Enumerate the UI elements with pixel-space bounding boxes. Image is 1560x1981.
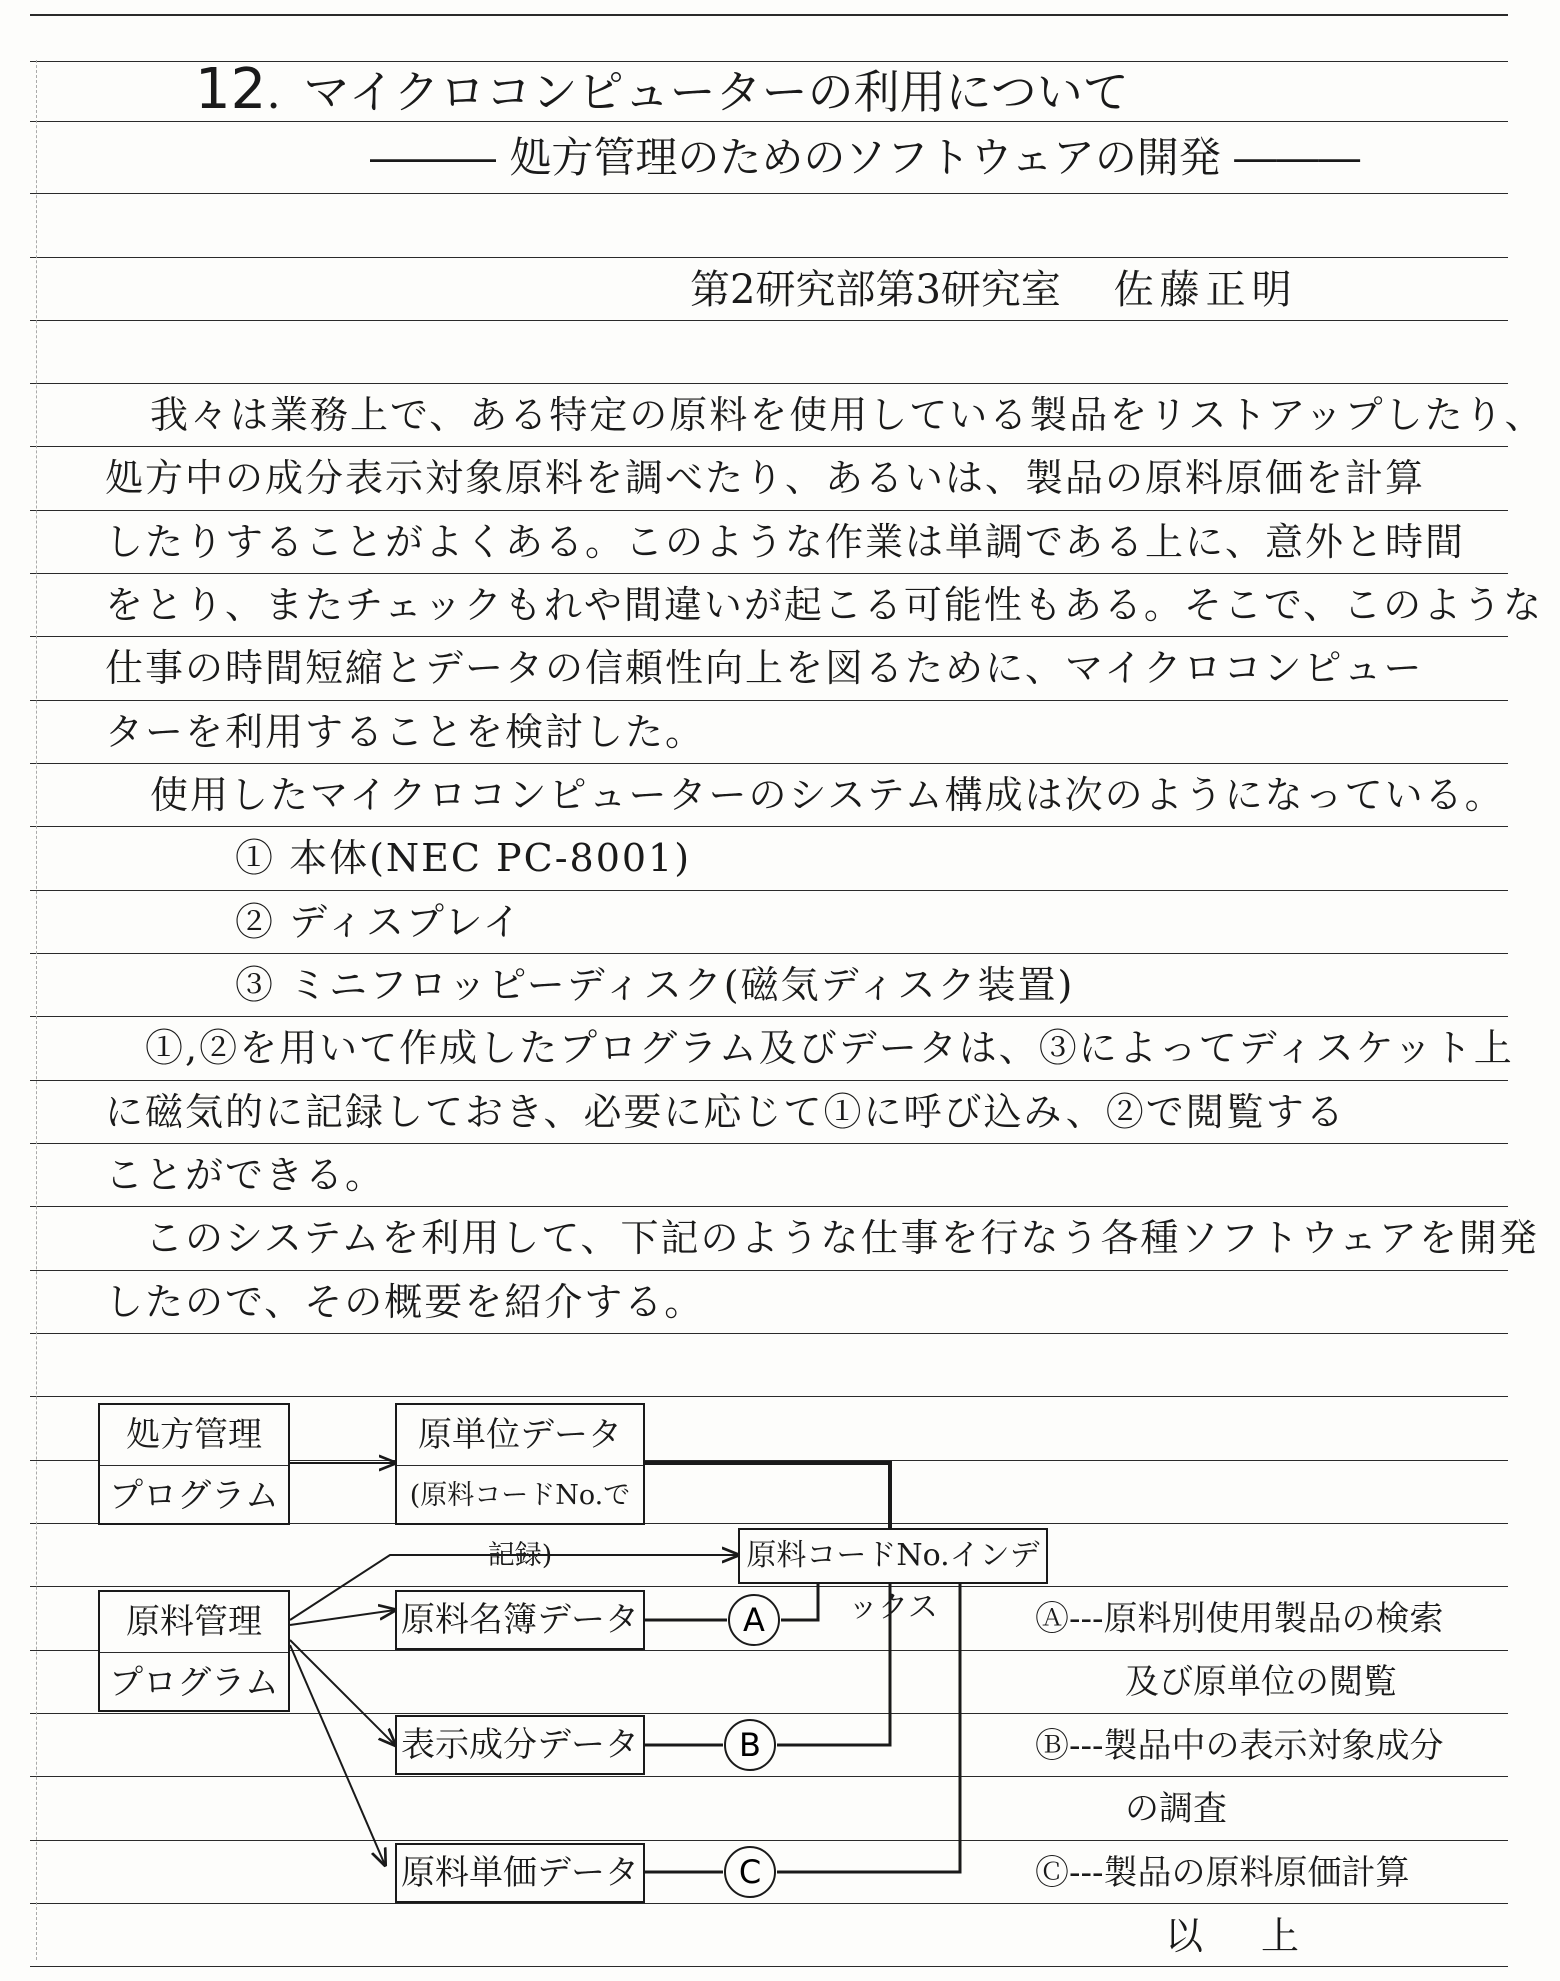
arrow-program2-to-registry <box>290 1610 395 1625</box>
link-a-to-index <box>781 1582 818 1620</box>
box-label: 原単位データ <box>418 1415 622 1455</box>
unit-data-box <box>395 1403 645 1571</box>
paragraph-line: をとり、またチェックもれや間違いが起こる可能性もある。そこで、このような <box>105 583 1544 627</box>
link-unit-data-to-index <box>645 1463 890 1528</box>
paragraph-line: 仕事の時間短縮とデータの信頼性向上を図るために、マイクロコンピュー <box>105 646 1424 690</box>
ingredient-program-box <box>98 1590 290 1712</box>
list-item: ② ディスプレイ <box>235 900 523 944</box>
marker-a <box>729 1595 779 1645</box>
marker-b-label: B <box>739 1726 761 1764</box>
box-label: プログラム <box>100 1652 288 1713</box>
legend-a-line1: Ⓐ---原料別使用製品の検索 <box>1035 1599 1444 1639</box>
box-label: 原料管理 <box>126 1602 262 1642</box>
prescription-program-box <box>98 1403 290 1525</box>
paragraph-line: ことができる。 <box>105 1153 386 1197</box>
paragraph-line: 我々は業務上で、ある特定の原料を使用している製品をリストアップしたり、 <box>150 393 1545 437</box>
paragraph-line: に磁気的に記録しておき、必要に応じて①に呼び込み、②で閲覧する <box>105 1090 1346 1134</box>
box-label: プログラム <box>100 1465 288 1526</box>
author: 佐藤正明 <box>1113 267 1298 313</box>
closing-text: 以 上 <box>1165 1914 1310 1958</box>
paragraph-line: 使用したマイクロコンピューターのシステム構成は次のようになっている。 <box>150 773 1505 817</box>
section-number: 12 <box>195 57 267 122</box>
legend-a-line2: 及び原単位の閲覧 <box>1125 1662 1397 1702</box>
display-components-box <box>395 1715 645 1775</box>
box-label: 処方管理 <box>126 1415 262 1455</box>
paragraph-line: したので、その概要を紹介する。 <box>105 1280 705 1324</box>
section-dot: . <box>266 65 281 119</box>
marker-c <box>725 1847 775 1897</box>
paragraph-line: 処方中の成分表示対象原料を調べたり、あるいは、製品の原料原価を計算 <box>105 456 1426 500</box>
paragraph-line: ①,②を用いて作成したプログラム及びデータは、③によってディスケット上 <box>145 1026 1514 1070</box>
marker-c-label: C <box>738 1853 762 1891</box>
paragraph-line: このシステムを利用して、下記のような仕事を行なう各種ソフトウェアを開発 <box>145 1216 1539 1260</box>
index-box <box>738 1528 1048 1625</box>
list-item: ③ ミニフロッピーディスク(磁気ディスク装置) <box>235 963 1075 1007</box>
legend-c-line1: Ⓒ---製品の原料原価計算 <box>1035 1853 1410 1893</box>
ingredient-registry-box <box>395 1590 645 1650</box>
marker-a-label: A <box>743 1601 765 1639</box>
box-label: 原料名簿データ <box>401 1600 639 1640</box>
page-title: マイクロコンピューターの利用について <box>303 65 1129 119</box>
box-label: 原料単価データ <box>401 1853 639 1893</box>
arrow-program2-to-price <box>290 1645 385 1865</box>
paragraph-line: ターを利用することを検討した。 <box>105 710 706 754</box>
box-label: (原料コードNo.で記録) <box>397 1465 643 1526</box>
arrow-program2-to-components <box>290 1640 395 1745</box>
box-label: 原料コードNo.インデックス <box>746 1538 1040 1625</box>
legend-b-line1: Ⓑ---製品中の表示対象成分 <box>1035 1726 1444 1766</box>
box-label: 表示成分データ <box>401 1725 639 1765</box>
unit-price-box <box>395 1843 645 1903</box>
legend-b-line2: の調査 <box>1125 1789 1227 1829</box>
marker-b <box>725 1720 775 1770</box>
paragraph-line: したりすることがよくある。このような作業は単調である上に、意外と時間 <box>105 520 1466 564</box>
affiliation: 第2研究部第3研究室 <box>690 267 1061 313</box>
list-item: ① 本体(NEC PC-8001) <box>235 836 692 880</box>
page-subtitle: ――― 処方管理のためのソフトウェアの開発 ――― <box>370 133 1361 182</box>
